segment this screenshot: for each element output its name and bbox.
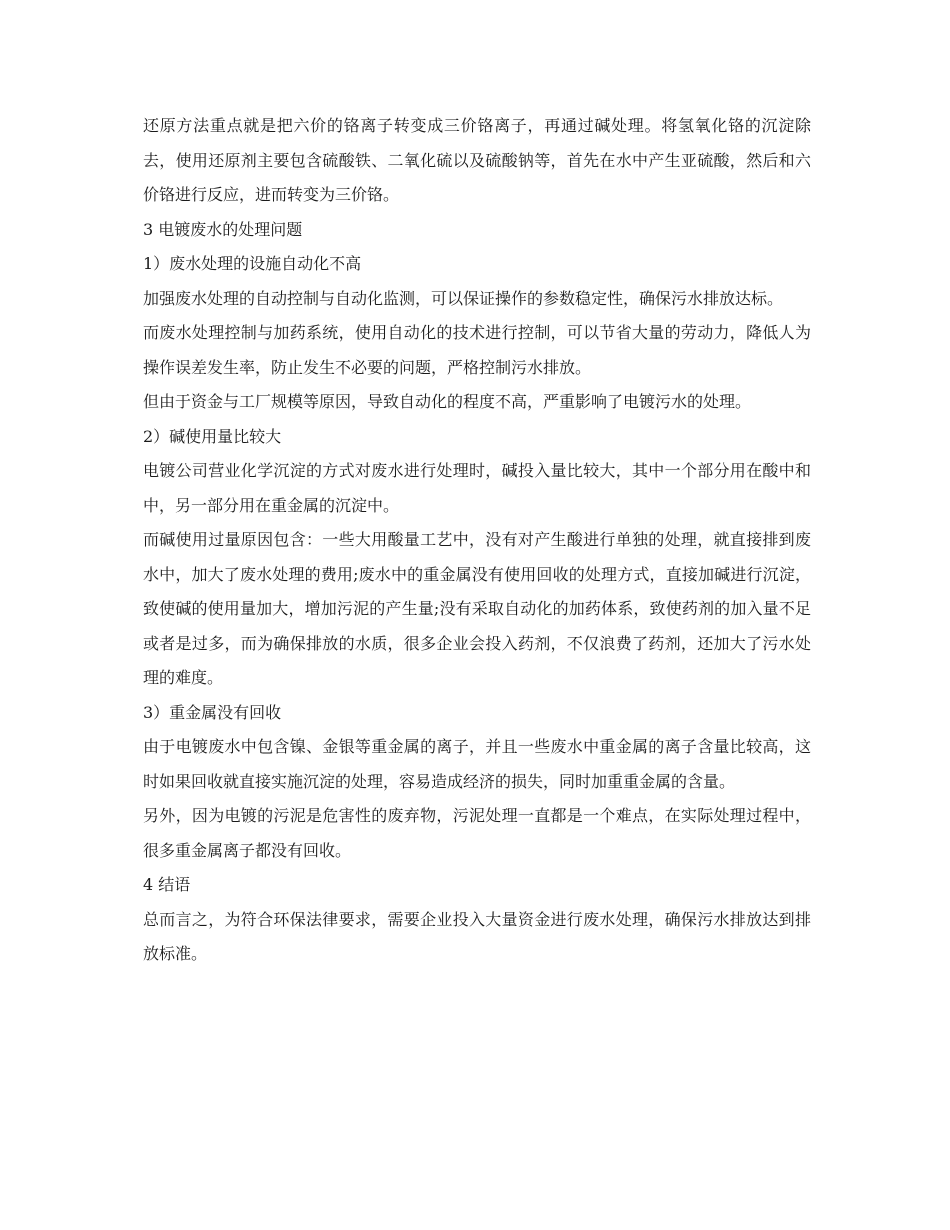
subheading-automation: 1）废水处理的设施自动化不高	[143, 254, 362, 273]
paragraph-dosing-system: 而废水处理控制与加药系统，使用自动化的技术进行控制，可以节省大量的劳动力，降低人为操作误差发生率，防止发生不必要的问题，严格控制污水排放。	[143, 323, 811, 377]
paragraph-funding-scale: 但由于资金与工厂规模等原因，导致自动化的程度不高，严重影响了电镀污水的处理。	[143, 392, 752, 411]
paragraph-conclusion: 总而言之，为符合环保法律要求，需要企业投入大量资金进行废水处理，确保污水排放达到排放标准。	[143, 909, 811, 963]
paragraph-alkali-overuse: 而碱使用过量原因包含：一些大用酸量工艺中，没有对产生酸进行单独的处理，就直接排到废水中，加大了废水处理的费用;废水中的重金属没有使用回收的处理方式，直接加碱进行沉淀，致使碱的使用量加大，增加污泥的产生量;没有采取自动化的加药体系，致使药剂的加入量不足或者是过多，而为确保排放的水质，很多企业会投入药剂，不仅浪费了药剂，还加大了污水处理的难度。	[143, 530, 811, 687]
paragraph-reduction-method: 还原方法重点就是把六价的铬离子转变成三价铬离子，再通过碱处理。将氢氧化铬的沉淀除去，使用还原剂主要包含硫酸铁、二氧化硫以及硫酸钠等，首先在水中产生亚硫酸，然后和六价铬进行反应，进而转变为三价铬。	[143, 116, 811, 204]
paragraph-automation-control: 加强废水处理的自动控制与自动化监测，可以保证操作的参数稳定性，确保污水排放达标。	[143, 288, 784, 308]
document-page	[143, 109, 811, 972]
subheading-heavy-metal: 3）重金属没有回收	[143, 702, 282, 722]
subheading-alkali-usage: 2）碱使用量比较大	[143, 426, 282, 446]
paragraph-sludge: 另外，因为电镀的污泥是危害性的废弃物，污泥处理一直都是一个难点，在实际处理过程中，很多重金属离子都没有回收。	[143, 806, 811, 860]
paragraph-heavy-metal-ions: 由于电镀废水中包含镍、金银等重金属的离子，并且一些废水中重金属的离子含量比较高，这时如果回收就直接实施沉淀的处理，容易造成经济的损失，同时加重重金属的含量。	[143, 737, 811, 791]
section-heading-3: 3 电镀废水的处理问题	[143, 219, 303, 239]
paragraph-alkali-input: 电镀公司营业化学沉淀的方式对废水进行处理时，碱投入量比较大，其中一个部分用在酸中和中，另一部分用在重金属的沉淀中。	[143, 461, 811, 515]
section-heading-4: 4 结语	[143, 875, 191, 894]
